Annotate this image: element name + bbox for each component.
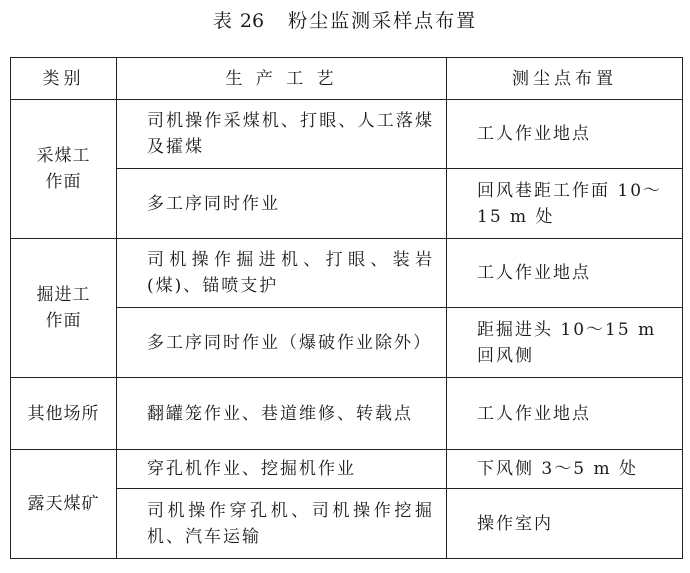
category-line: 掘进工: [36, 285, 91, 305]
location-cell: 操作室内: [447, 489, 683, 559]
process-cell: 司机操作穿孔机、司机操作挖掘机、汽车运输: [117, 489, 447, 559]
location-cell: 工人作业地点: [447, 100, 683, 169]
location-cell: 距掘进头 10～15 m 回风侧: [447, 308, 683, 378]
process-cell: 翻罐笼作业、巷道维修、转载点: [117, 378, 447, 450]
process-cell: 多工序同时作业: [117, 169, 447, 239]
caption-title: 粉尘监测采样点布置: [288, 10, 478, 32]
category-line: 作面: [45, 172, 82, 192]
table-row: [11, 239, 683, 308]
process-cell: 穿孔机作业、挖掘机作业: [117, 450, 447, 489]
location-cell: 回风巷距工作面 10～15 m 处: [447, 169, 683, 239]
table-row: [11, 378, 683, 450]
table-caption: [0, 6, 690, 33]
process-cell: 司机操作采煤机、打眼、人工落煤及攉煤: [117, 100, 447, 169]
location-cell: 下风侧 3～5 m 处: [447, 450, 683, 489]
category-line: 露天煤矿: [27, 494, 100, 514]
category-cell: [11, 450, 117, 559]
header-location: 测尘点布置: [447, 58, 683, 100]
header-process: 生 产 工 艺: [117, 58, 447, 100]
category-line: 其他场所: [27, 403, 100, 424]
header-category: 类别: [11, 58, 117, 100]
header-row: [11, 58, 683, 100]
dust-sampling-table: [10, 57, 683, 559]
caption-label: 表: [212, 10, 234, 32]
category-line: 采煤工: [36, 146, 91, 166]
category-cell: [11, 378, 117, 450]
category-line: 作面: [45, 311, 82, 331]
process-cell: 司机操作掘进机、打眼、装岩(煤)、锚喷支护: [117, 239, 447, 308]
category-cell: [11, 100, 117, 239]
caption-number: 26: [239, 10, 265, 32]
location-cell: 工人作业地点: [447, 378, 683, 450]
location-cell: 工人作业地点: [447, 239, 683, 308]
category-cell: [11, 239, 117, 378]
process-cell: 多工序同时作业（爆破作业除外）: [117, 308, 447, 378]
table-row: [11, 450, 683, 489]
table-row: [11, 100, 683, 169]
